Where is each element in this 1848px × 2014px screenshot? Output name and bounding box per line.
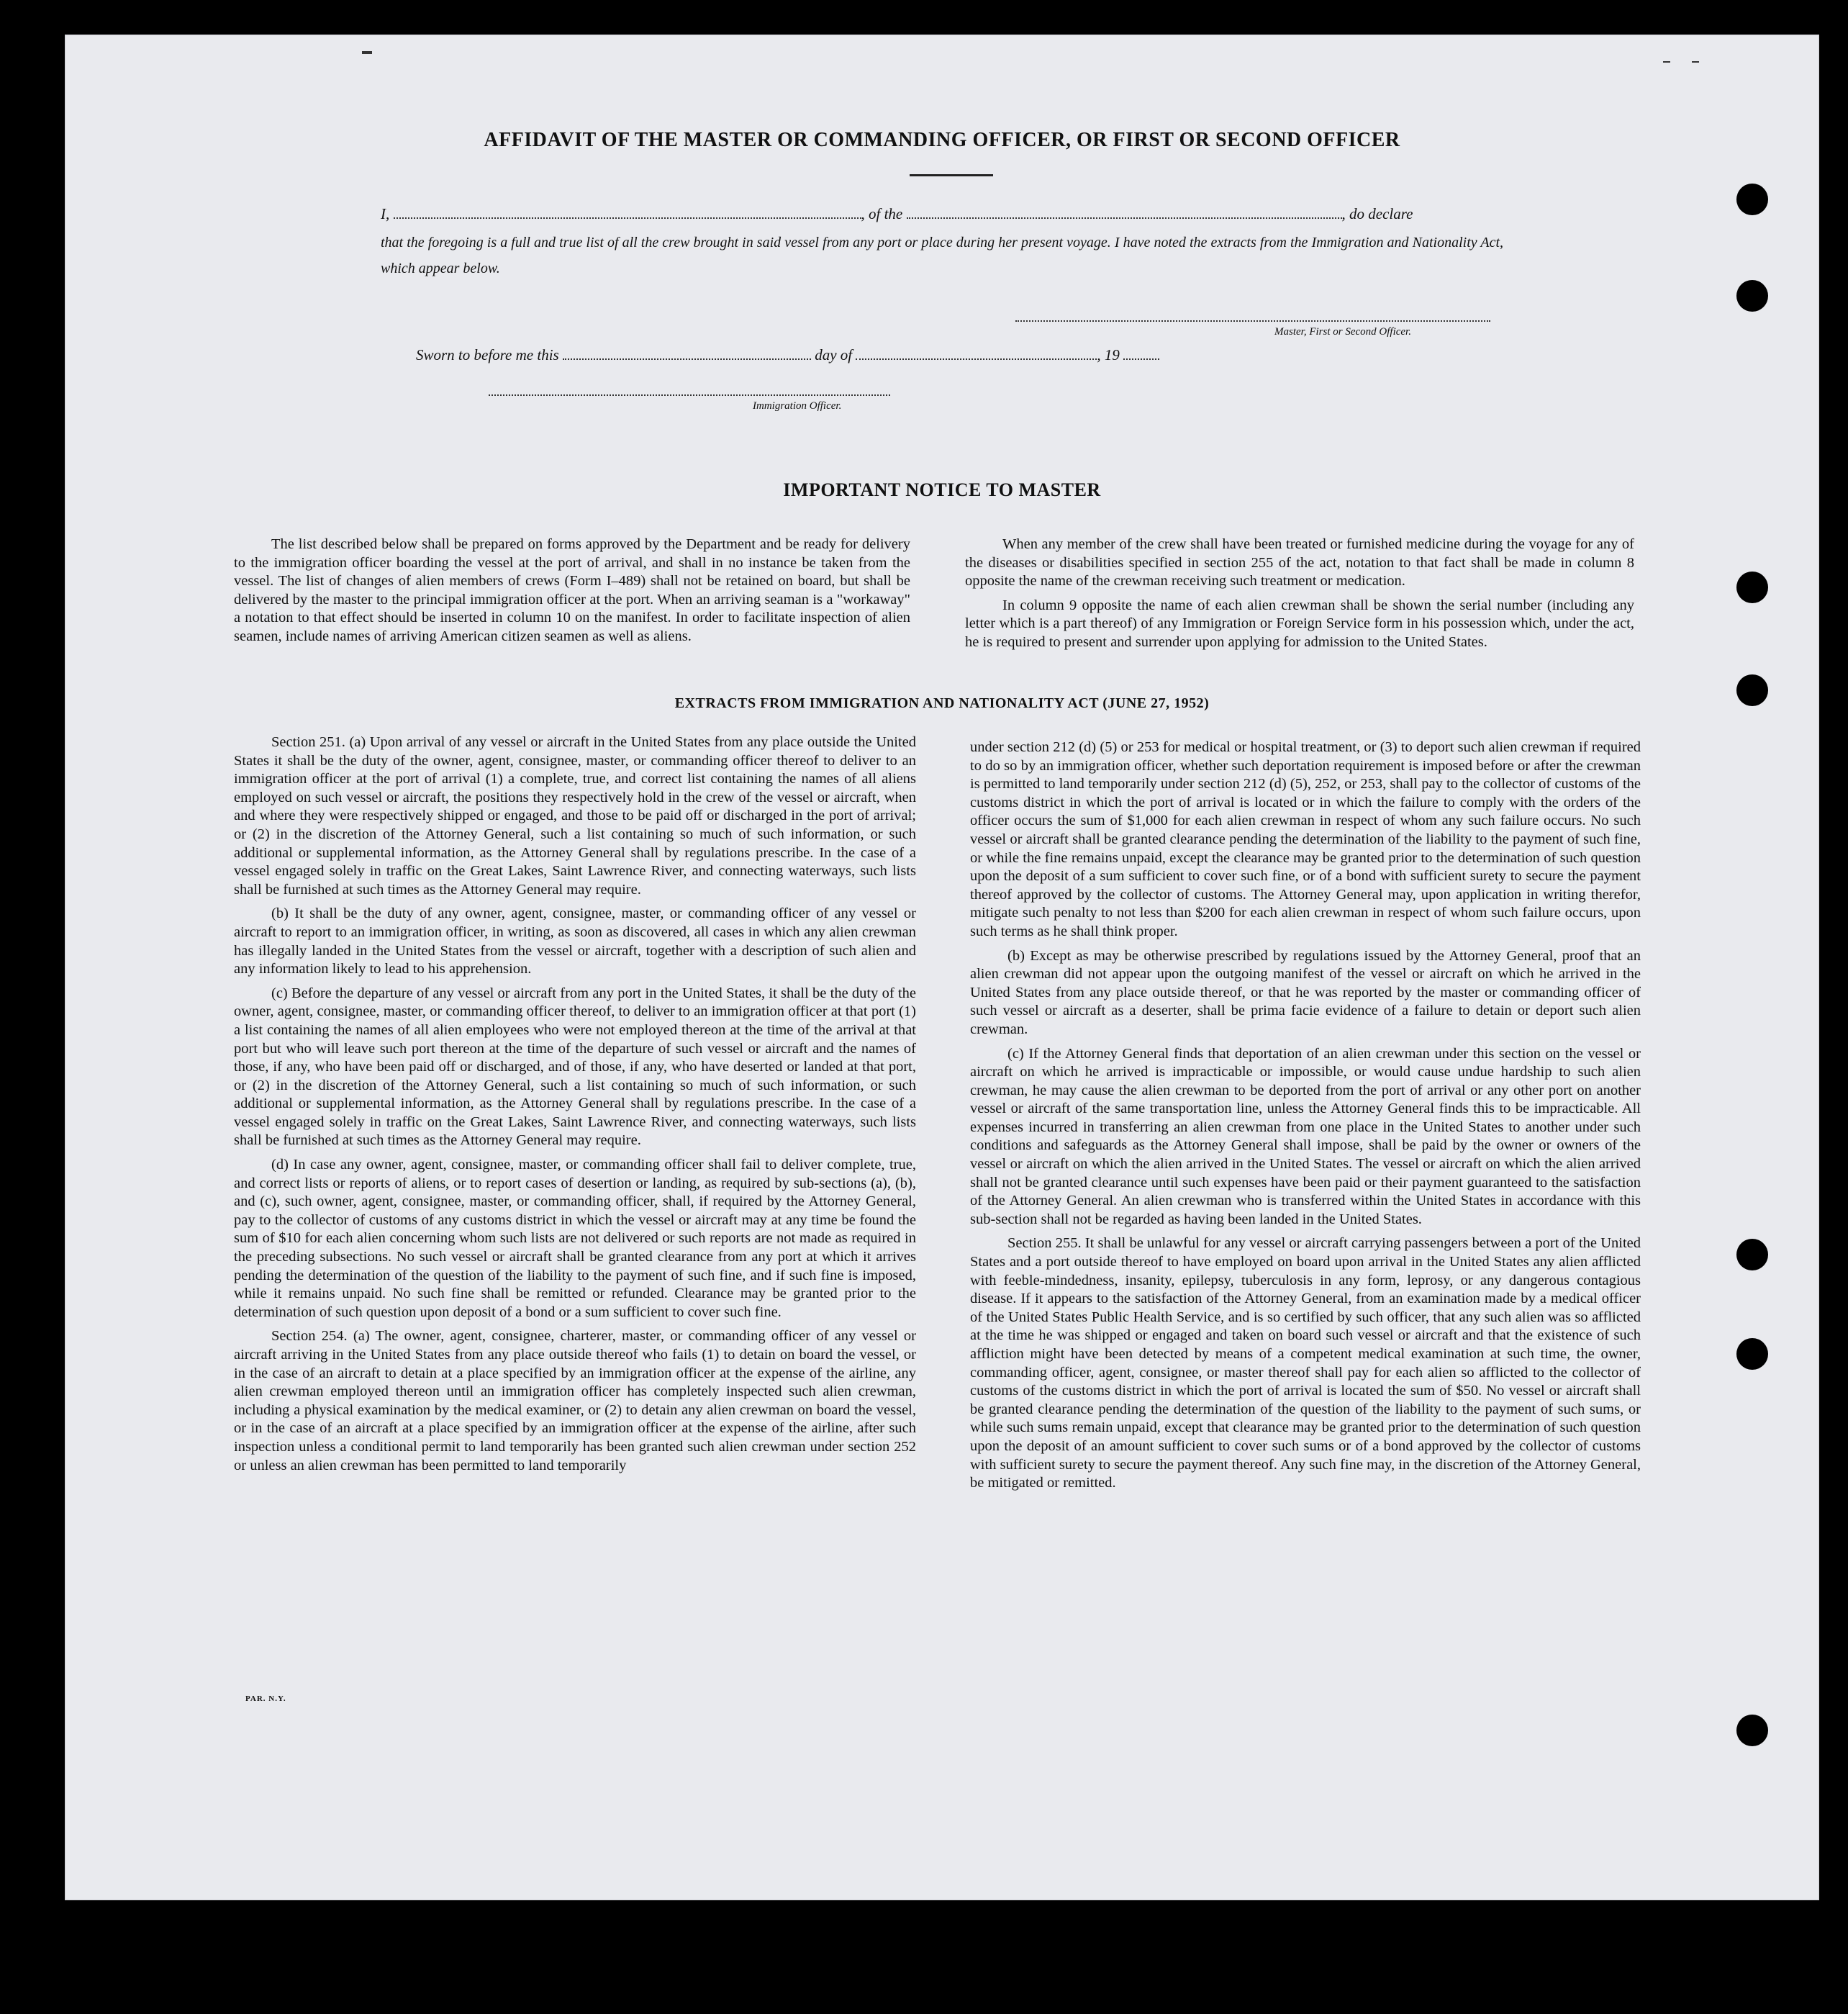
- name-blank-field[interactable]: [394, 206, 861, 219]
- master-signature-line[interactable]: [1015, 320, 1490, 322]
- section-251-c: (c) Before the departure of any vessel or aircraft from any port in the United States, it shall be the duty of the owner, agent, consignee, master, or commanding officer thereof, to deliver to an immigration officer at that port (1) a list containing the names of all alien employees who were not employed thereon at the time of the arrival at that port but who will leave such port thereon at the time of the departure of such vessel or aircraft and the names of those, if any, who have been paid off or discharged, and of those, if any, who have deserted or landed at that port, or (2) in the discretion of the Attorney General, such a list containing so much of such information, or such additional or supplemental information, as the Attorney General shall by regulations prescribe. In the case of a vessel engaged solely in traffic on the Great Lakes, Saint Lawrence River, and connecting waterways, such lists shall be furnished at such times as the Attorney General may require.: [234, 985, 916, 1149]
- scan-speck: [362, 51, 372, 54]
- section-251-b: (b) It shall be the duty of any owner, agent, consignee, master, or commanding officer of any vessel or aircraft to report to an immigration officer, in writing, as soon as discovered, all cases in which any alien crewman has illegally landed in the United States from the vessel or aircraft, together with a description of such alien and any information likely to lead to his apprehension.: [234, 906, 916, 977]
- punch-hole: [1736, 1715, 1768, 1746]
- title-rule: [910, 174, 993, 176]
- declaration-text: that the foregoing is a full and true list of all the crew brought in said vessel from any port or place during her present voyage. I have noted the extracts from the Immigration and Nationality Act, which appear below.: [381, 235, 1503, 276]
- section-255: Section 255. It shall be unlawful for any vessel or aircraft carrying passengers between a port of the United States and a port outside thereof to have employed on board upon arrival in the United States any alien afflicted with feeble-mindedness, insanity, epilepsy, tuberculosis in any form, leprosy, or any dangerous contagious disease. If it appears to the satisfaction of the Attorney General, from an examination made by a medical officer of the United States Public Health Service, and is so certified by such officer, that any such alien was so afflicted at the time he was shipped or engaged and taken on board such vessel or aircraft and that the existence of such affliction might have been detected by means of a competent medical examination at such time, the owner, commanding officer, agent, consignee, or master thereof shall pay for each alien so afflicted to the collector of customs of the customs district in which the port of arrival is located the sum of $50. No vessel or aircraft shall be granted clearance pending the determination of the question of the liability to the payment of such sums, or while such sums remain unpaid, except that clearance may be granted prior to the determination of such question upon the deposit of an amount sufficient to cover such sums or of a bond approved by the collector of customs with sufficient surety to secure the payment thereof. Any such fine may, in the discretion of the Attorney General, be mitigated or remitted.: [970, 1235, 1641, 1491]
- declaration-line: [381, 205, 1413, 223]
- section-254-c: (c) If the Attorney General finds that deportation of an alien crewman under this section on the vessel or aircraft on which he arrived is impracticable or impossible, or would cause undue hardship to such alien crewman, he may cause the alien crewman to be deported from the port of arrival or any other port on another vessel or aircraft of the same transportation line, unless the Attorney General finds this to be impracticable. All expenses incurred in transferring an alien crewman from one place in the United States to another under such conditions and safeguards as the Attorney General shall impose, shall be paid by the owner or owners of the vessel or aircraft on which the alien arrived in the United States. The vessel or aircraft on which the alien arrived shall not be granted clearance until such expenses have been paid or their payment guaranteed to the satisfaction of the Attorney General. An alien crewman who is transferred within the United States in accordance with this sub-section shall not be regarded as having been landed in the United States.: [970, 1045, 1641, 1227]
- sworn-label: Sworn to before me this: [416, 346, 559, 363]
- sworn-day-blank-field[interactable]: [563, 347, 811, 360]
- sworn-year-blank-field[interactable]: [1123, 347, 1159, 360]
- punch-hole: [1736, 184, 1768, 215]
- notice-right-paragraph-1: When any member of the crew shall have been treated or furnished medicine during the voyage for any of the diseases or disabilities specified in section 255 of the act, notation to that fact shall be made in column 8 opposite the name of the crewman receiving such treatment or medication.: [965, 536, 1634, 590]
- notice-right-paragraph-2: In column 9 opposite the name of each alien crewman shall be shown the serial number (including any letter which is a part thereof) of any Immigration or Foreign Service form in his possession which, under the act, he is required to present and surrender upon applying for admission to the United States.: [965, 597, 1634, 650]
- punch-hole: [1736, 280, 1768, 312]
- officer-signature-label: Immigration Officer.: [753, 400, 842, 412]
- sworn-year-label: , 19: [1097, 346, 1120, 363]
- notice-left-paragraph: The list described below shall be prepared on forms approved by the Department and be ready for delivery to the immigration officer boarding the vessel at the port of arrival, and shall in no instance be taken from the vessel. The list of changes of alien members of crews (Form I–489) shall not be retained on board, but shall be delivered by the master to the principal immigration officer at the port. When an arriving seaman is a "workaway" a notation to that effect should be inserted in column 10 on the manifest. In order to facilitate inspection of alien seamen, include names of arriving American citizen seamen as well as aliens.: [234, 536, 910, 644]
- notice-title: IMPORTANT NOTICE TO MASTER: [783, 479, 1101, 500]
- sworn-month-blank-field[interactable]: [856, 347, 1097, 360]
- notice-left-column: [234, 536, 910, 652]
- extracts-left-column: [234, 733, 916, 1481]
- printer-mark: PAR. N.Y.: [245, 1694, 286, 1703]
- section-254-b: (b) Except as may be otherwise prescribed by regulations issued by the Attorney General, proof that an alien crewman did not appear upon the outgoing manifest of the vessel or aircraft on which he arrived in the United States from any place outside thereof, or that he was reported by the master or commanding officer of such vessel or aircraft as a deserter, shall be prima facie evidence of a failure to detain or deport such alien crewman.: [970, 947, 1641, 1037]
- section-251-a: Section 251. (a) Upon arrival of any vessel or aircraft in the United States from any place outside the United States it shall be the duty of the owner, agent, consignee, master, or commanding officer thereof to deliver to an immigration officer at the port of arrival (1) a complete, true, and correct list containing the names of all aliens employed on such vessel or aircraft, the positions they respectively hold in the crew of the vessel or aircraft, when and where they were respectively shipped or engaged, and those to be paid off or discharged in the port of arrival; or (2) in the discretion of the Attorney General, such a list containing so much of such information, or such additional or supplemental information, as the Attorney General shall by regulations prescribe. In the case of a vessel engaged solely in traffic on the Great Lakes, Saint Lawrence River, and connecting waterways, such lists shall be furnished at such times as the Attorney General may require.: [234, 734, 916, 898]
- affidavit-title: AFFIDAVIT OF THE MASTER OR COMMANDING OFFICER, OR FIRST OR SECOND OFFICER: [484, 129, 1400, 151]
- scan-speck: [1692, 61, 1699, 63]
- scan-speck: [1663, 61, 1670, 63]
- punch-hole: [1736, 1239, 1768, 1270]
- vessel-blank-field[interactable]: [907, 206, 1342, 219]
- declaration-i-label: I,: [381, 205, 390, 222]
- sworn-line: [416, 346, 1159, 364]
- document-page: [65, 35, 1819, 1900]
- section-251-d: (d) In case any owner, agent, consignee, master, or commanding officer shall fail to deliver complete, true, and correct lists or reports of aliens, or to report cases of desertion or landing, as required by sub-sections (a), (b), and (c), such owner, agent, consignee, master, or commanding officer, shall, if required by the Attorney General, pay to the collector of customs of any customs district in which the vessel or aircraft may at any time be found the sum of $10 for each alien concerning whom such lists are not delivered or such reports are not made as required in the preceding subsections. No such vessel or aircraft shall be granted clearance from any port at which it arrives pending the determination of the question of the liability to the payment of such fine, and if such fine is imposed, while it remains unpaid. No such fine shall be remitted or refunded. Clearance may be granted prior to the determination of such question upon deposit of a bond or a sum sufficient to cover such fine.: [234, 1157, 916, 1320]
- declaration-do-declare-label: , do declare: [1341, 205, 1413, 222]
- section-254-a-continued: under section 212 (d) (5) or 253 for medical or hospital treatment, or (3) to deport such alien crewman if required to do so by an immigration officer, whether such deportation requirement is imposed before or after the crewman is permitted to land temporarily under section 212 (d) (5), 252, or 253, shall pay to the collector of customs of the customs district in which the port of arrival is located or in which the failure to comply with the orders of the officer occurs the sum of $1,000 for each alien crewman in respect of whom any such failure occurs. No such vessel or aircraft shall be granted clearance pending the determination of the liability to the payment of such fine, or while the fine remains unpaid, except the clearance may be granted prior to the determination of such question upon the deposit of a sum sufficient to cover such fine, or of a bond with sufficient surety to secure the payment thereof approved by the collector of customs. The Attorney General may, upon application in writing therefor, mitigate such penalty to not less than $200 for each alien crewman in respect of whom such failure occurs, upon such terms as he shall think proper.: [970, 739, 1641, 939]
- punch-hole: [1736, 572, 1768, 603]
- extracts-title: EXTRACTS FROM IMMIGRATION AND NATIONALITY ACT (JUNE 27, 1952): [674, 695, 1210, 711]
- declaration-of-the-label: , of the: [861, 205, 903, 222]
- sworn-day-of-label: day of: [815, 346, 853, 363]
- officer-signature-line[interactable]: [489, 394, 890, 396]
- punch-hole: [1736, 674, 1768, 706]
- punch-hole: [1736, 1338, 1768, 1370]
- extracts-right-column: [970, 739, 1641, 1499]
- master-signature-label: Master, First or Second Officer.: [1274, 326, 1411, 338]
- section-254-a: Section 254. (a) The owner, agent, consignee, charterer, master, or commanding officer of any vessel or aircraft arriving in the United States from any place outside thereof who fails (1) to detain on board the vessel, or in the case of an aircraft to detain at a place specified by an immigration officer at the expense of the airline, any alien crewman employed thereon until an immigration officer has completely inspected such alien crewman, including a physical examination by the medical examiner, or (2) to detain any alien crewman on board the vessel, or in the case of an aircraft at a place specified by an immigration officer at the expense of the airline, after such inspection unless a conditional permit to land temporarily has been granted such alien crewman under section 252 or unless an alien crewman has been permitted to land temporarily: [234, 1328, 916, 1473]
- notice-right-column: [965, 536, 1634, 658]
